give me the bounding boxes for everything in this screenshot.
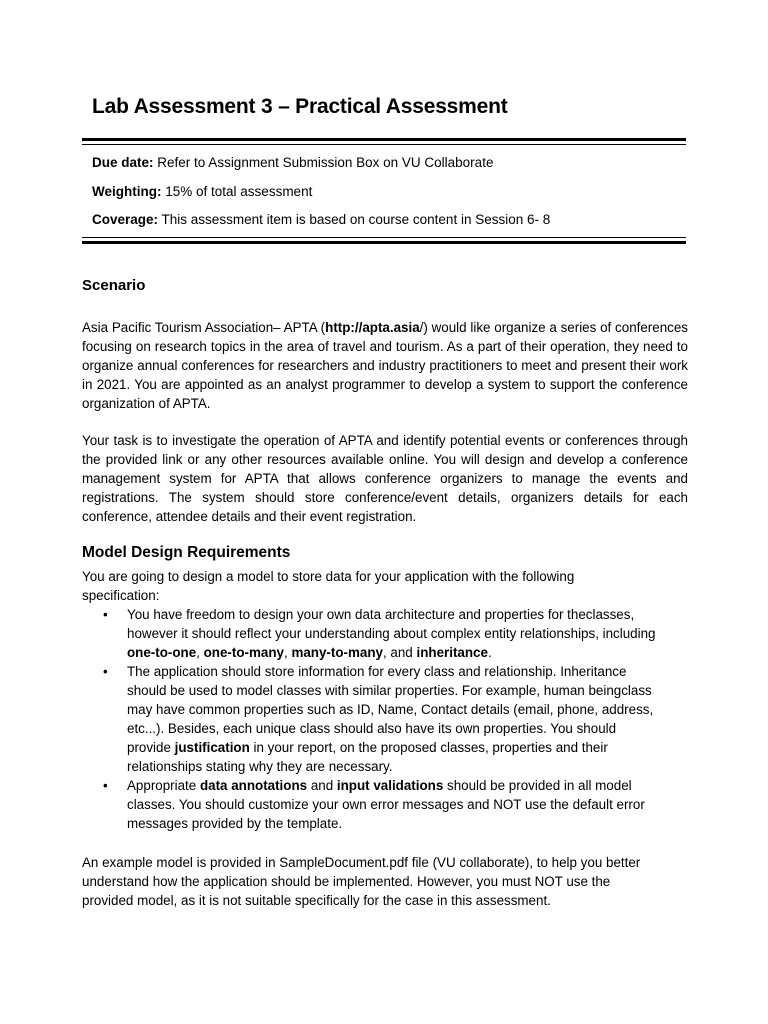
bottom-rule-thin — [82, 237, 686, 238]
coverage-line — [92, 212, 550, 227]
scenario-heading: Scenario — [82, 277, 146, 294]
scenario-p1-rest: /) would like organize a series of conferences focusing on research topics in the area of travel and tourism. As a part of their operation, they need to organize annual conferences for researchers and industry practitioners to meet and present their work in 2021. You are appointed as an analyst programmer to develop a system to support the conference organization of APTA. — [82, 320, 688, 411]
scenario-paragraph-2: Your task is to investigate the operation of APTA and identify potential events or conferences through the provided link or any other resources available online. You will design and develop a conference management system for APTA that allows conference organizers to manage the events and registrations. The system should store conference/event details, organizers details for each conference, attendee details and their event registration. — [82, 433, 688, 524]
coverage-label: Coverage: — [92, 212, 159, 227]
due-date-line — [92, 155, 493, 170]
due-date-label: Due date: — [92, 155, 154, 170]
weighting-value: 15% of total assessment — [165, 184, 313, 199]
bullet-glyph: • — [103, 778, 108, 793]
coverage-value: This assessment item is based on course content in Session 6- 8 — [161, 212, 551, 227]
requirements-list — [100, 605, 660, 833]
due-date-value: Refer to Assignment Submission Box on VU Collaborate — [157, 155, 494, 170]
scenario-paragraph-1 — [82, 318, 688, 413]
model-heading: Model Design Requirements — [82, 544, 291, 561]
bullet-glyph: • — [103, 607, 108, 622]
list-item: • Appropriate data annotations and input validations should be provided in all model classes. You should customize your own error messages and NOT use the default error messages provided by the template. — [103, 778, 645, 831]
model-intro: You are going to design a model to store data for your application with the following specification: — [82, 569, 575, 603]
list-item: • You have freedom to design your own data architecture and properties for theclasses, however it should reflect your understanding about complex entity relationships, including one-to-one, one-to-many, many-to-many, and inheritance. — [103, 607, 656, 660]
weighting-label: Weighting: — [92, 184, 162, 199]
closing-paragraph: An example model is provided in SampleDocument.pdf file (VU collaborate), to help you better understand how the application should be implemented. However, you must NOT use the provided model, as it is not suitable specifically for the case in this assessment. — [82, 855, 641, 908]
list-item: • The application should store information for every class and relationship. Inheritance should be used to model classes with similar properties. For example, human beingclass may have common properties such as ID, Name, Contact details (email, phone, address, etc...). Besides, each unique class should also have its own properties. You should provide justification in your report, on the proposed classes, properties and their relationships stating why they are necessary. — [103, 664, 654, 774]
page-title: Lab Assessment 3 – Practical Assessment — [92, 95, 508, 118]
bottom-rule-thick — [82, 241, 686, 244]
bullet-glyph: • — [103, 664, 108, 679]
top-rule-thin — [82, 144, 686, 145]
apta-link[interactable]: http://apta.asia — [325, 320, 420, 335]
scenario-p1-start: Asia Pacific Tourism Association– APTA ( — [82, 320, 326, 335]
weighting-line — [92, 184, 312, 199]
top-rule-thick — [82, 138, 686, 141]
